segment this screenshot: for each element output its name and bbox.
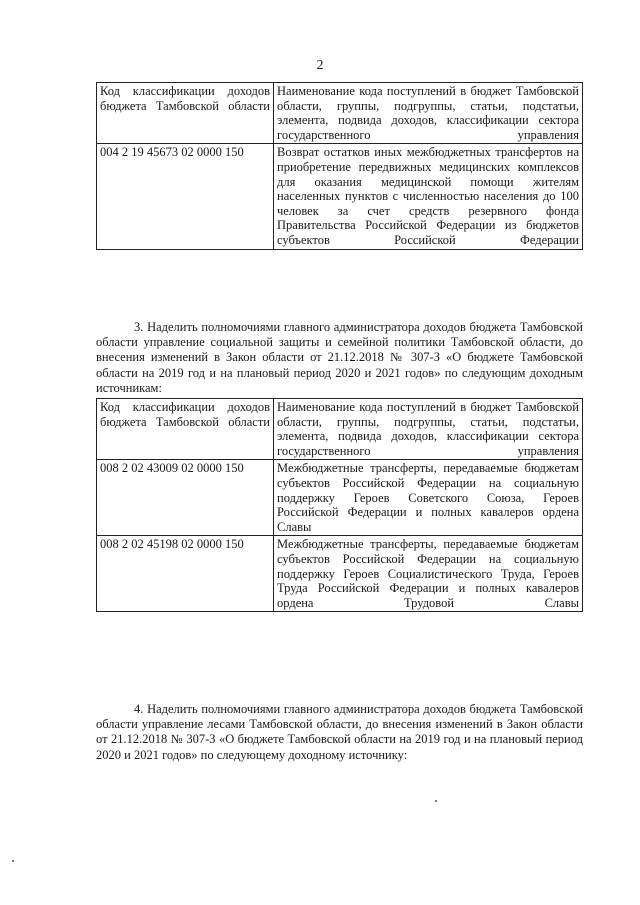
revenue-name-cell: Межбюджетные трансферты, передаваемые бюджетам субъектов Российской Федерации на социальную поддержку Героев Советского Союза, Героев Российской Федерации и полных кавалеров ордена Славы: [274, 460, 583, 536]
revenue-codes-table-1: [96, 82, 583, 250]
header-name-cell: Наименование кода поступлений в бюджет Тамбовской области, группы, подгруппы, статьи, подстатьи, элемента, подвида доходов, классификации сектора государственного управления: [274, 399, 583, 460]
header-code-cell: Код классификации доходов бюджета Тамбовской области: [97, 399, 274, 460]
table-row: [97, 460, 583, 536]
header-name-cell: Наименование кода поступлений в бюджет Тамбовской области, группы, подгруппы, статьи, подстатьи, элемента, подвида доходов, классификации сектора государственного управления: [274, 83, 583, 144]
paragraph-4: [96, 702, 583, 763]
scan-speck: [435, 800, 437, 802]
revenue-code-cell: 008 2 02 45198 02 0000 150: [97, 536, 274, 612]
revenue-code-cell: 004 2 19 45673 02 0000 150: [97, 144, 274, 249]
paragraph-3-text: 3. Наделить полномочиями главного администратора доходов бюджета Тамбовской области управление социальной защиты и семейной политики Тамбовской области, до внесения изменений в Закон области от 21.12.2018 № 307-З «О бюджете Тамбовской области на 2019 год и на плановый период 2020 и 2021 годов» по следующим доходным источникам:: [96, 320, 583, 395]
table-row: [97, 536, 583, 612]
header-code-cell: Код классификации доходов бюджета Тамбовской области: [97, 83, 274, 144]
table-header-row: [97, 83, 583, 144]
table-row: [97, 144, 583, 249]
revenue-code-cell: 008 2 02 43009 02 0000 150: [97, 460, 274, 536]
revenue-name-cell: Межбюджетные трансферты, передаваемые бюджетам субъектов Российской Федерации на социальную поддержку Героев Социалистического Труда, Героев Труда Российской Федерации и полных кавалеров ордена Трудовой Славы: [274, 536, 583, 612]
table-header-row: [97, 399, 583, 460]
revenue-name-cell: Возврат остатков иных межбюджетных трансфертов на приобретение передвижных медицинских комплексов для оказания медицинской помощи жителям населенных пунктов с численностью населения до 100 человек за счет средств резервного фонда Правительства Российской Федерации из бюджетов субъектов Российской Федерации: [274, 144, 583, 249]
scan-speck: [12, 860, 14, 862]
paragraph-4-text: 4. Наделить полномочиями главного администратора доходов бюджета Тамбовской области управление лесами Тамбовской области, до внесения изменений в Закон области от 21.12.2018 № 307-З «О бюджете Тамбовской области на 2019 год и на плановый период 2020 и 2021 годов» по следующему доходному источнику:: [96, 702, 583, 762]
paragraph-3: [96, 320, 583, 396]
page-number: 2: [316, 58, 324, 73]
revenue-codes-table-2: [96, 398, 583, 612]
